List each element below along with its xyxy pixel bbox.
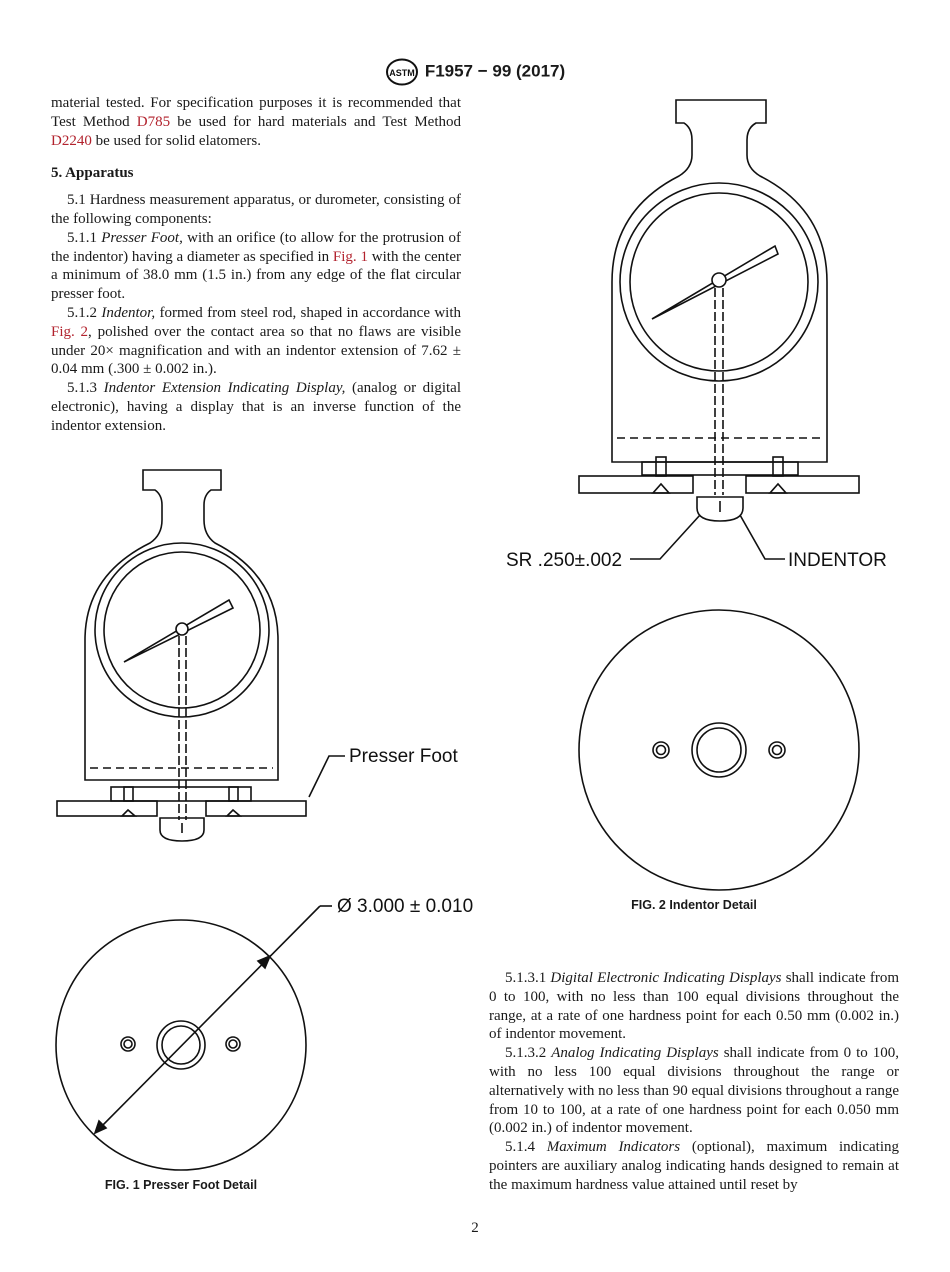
paragraph-5-1-4: 5.1.4 Maximum Indicators (optional), maximum indicating pointers are auxiliary analog indicating hands designed to remain at the maximum hardness value attained until reset by [489,1139,899,1193]
link-fig-2[interactable]: Fig. 2 [51,323,89,340]
section-heading: 5. Apparatus [51,165,134,182]
fig2-caption: FIG. 2 Indentor Detail [631,898,757,912]
fig2-presser-foot-disk [579,610,859,890]
fig2-durometer-drawing [579,100,859,559]
fig1-presser-foot-disk [56,906,332,1170]
fig1-caption: FIG. 1 Presser Foot Detail [104,1178,258,1192]
standard-designation: F1957 − 99 (2017) [424,61,566,81]
fig1-durometer-drawing [57,470,345,841]
label-indentor: INDENTOR [788,550,887,571]
continued-paragraph: material tested. For specification purposes it is recommended that Test Method D785 be used for hard materials and Test Method D2240 be used for solid elatomers. [51,95,461,149]
label-sphere-radius: SR .250±.002 [506,550,623,571]
paragraph-5-1-3-2: 5.1.3.2 Analog Indicating Displays shall indicate from 0 to 100, with no less 100 equal divisions throughout the range or alternatively with no less than 90 equal divisions throughout a range from 10 to 100, at a rate of one hardness point for each 0.050 mm (0.002 in.) of indentor movement. [489,1045,899,1137]
link-d2240[interactable]: D2240 [51,132,92,149]
page-number: 2 [471,1220,479,1236]
link-d785[interactable]: D785 [136,113,171,130]
paragraph-5-1: 5.1 Hardness measurement apparatus, or durometer, consisting of the following components: [51,192,461,227]
label-presser-foot: Presser Foot [349,746,458,767]
paragraph-5-1-3-1: 5.1.3.1 Digital Electronic Indicating Displays shall indicate from 0 to 100, with no less than 100 equal divisions throughout the range, at a rate of one hardness point for each 0.50 mm (0.002 in.) of indentor movement. [489,970,899,1043]
astm-logo-letters: ASTM [389,68,415,78]
link-fig-1[interactable]: Fig. 1 [332,248,368,265]
paragraph-5-1-1: 5.1.1 Presser Foot, with an orifice (to allow for the protrusion of the indentor) having a diameter as specified in Fig. 1 with the center a minimum of 38.0 mm (1.5 in.) from any edge of the flat circular presser foot. [51,229,461,303]
paragraph-5-1-2: 5.1.2 Indentor, formed from steel rod, shaped in accordance with Fig. 2, polished over the contact area so that no flaws are visible under 20× magnification and with an indentor extension of 7.62 ± 0.04 mm (.300 ± 0.002 in.). [51,304,462,378]
paragraph-5-1-3: 5.1.3 Indentor Extension Indicating Display, (analog or digital electronic), having a display that is an inverse function of the indentor extension. [51,380,461,434]
label-diameter: Ø 3.000 ± 0.010 [337,896,474,917]
